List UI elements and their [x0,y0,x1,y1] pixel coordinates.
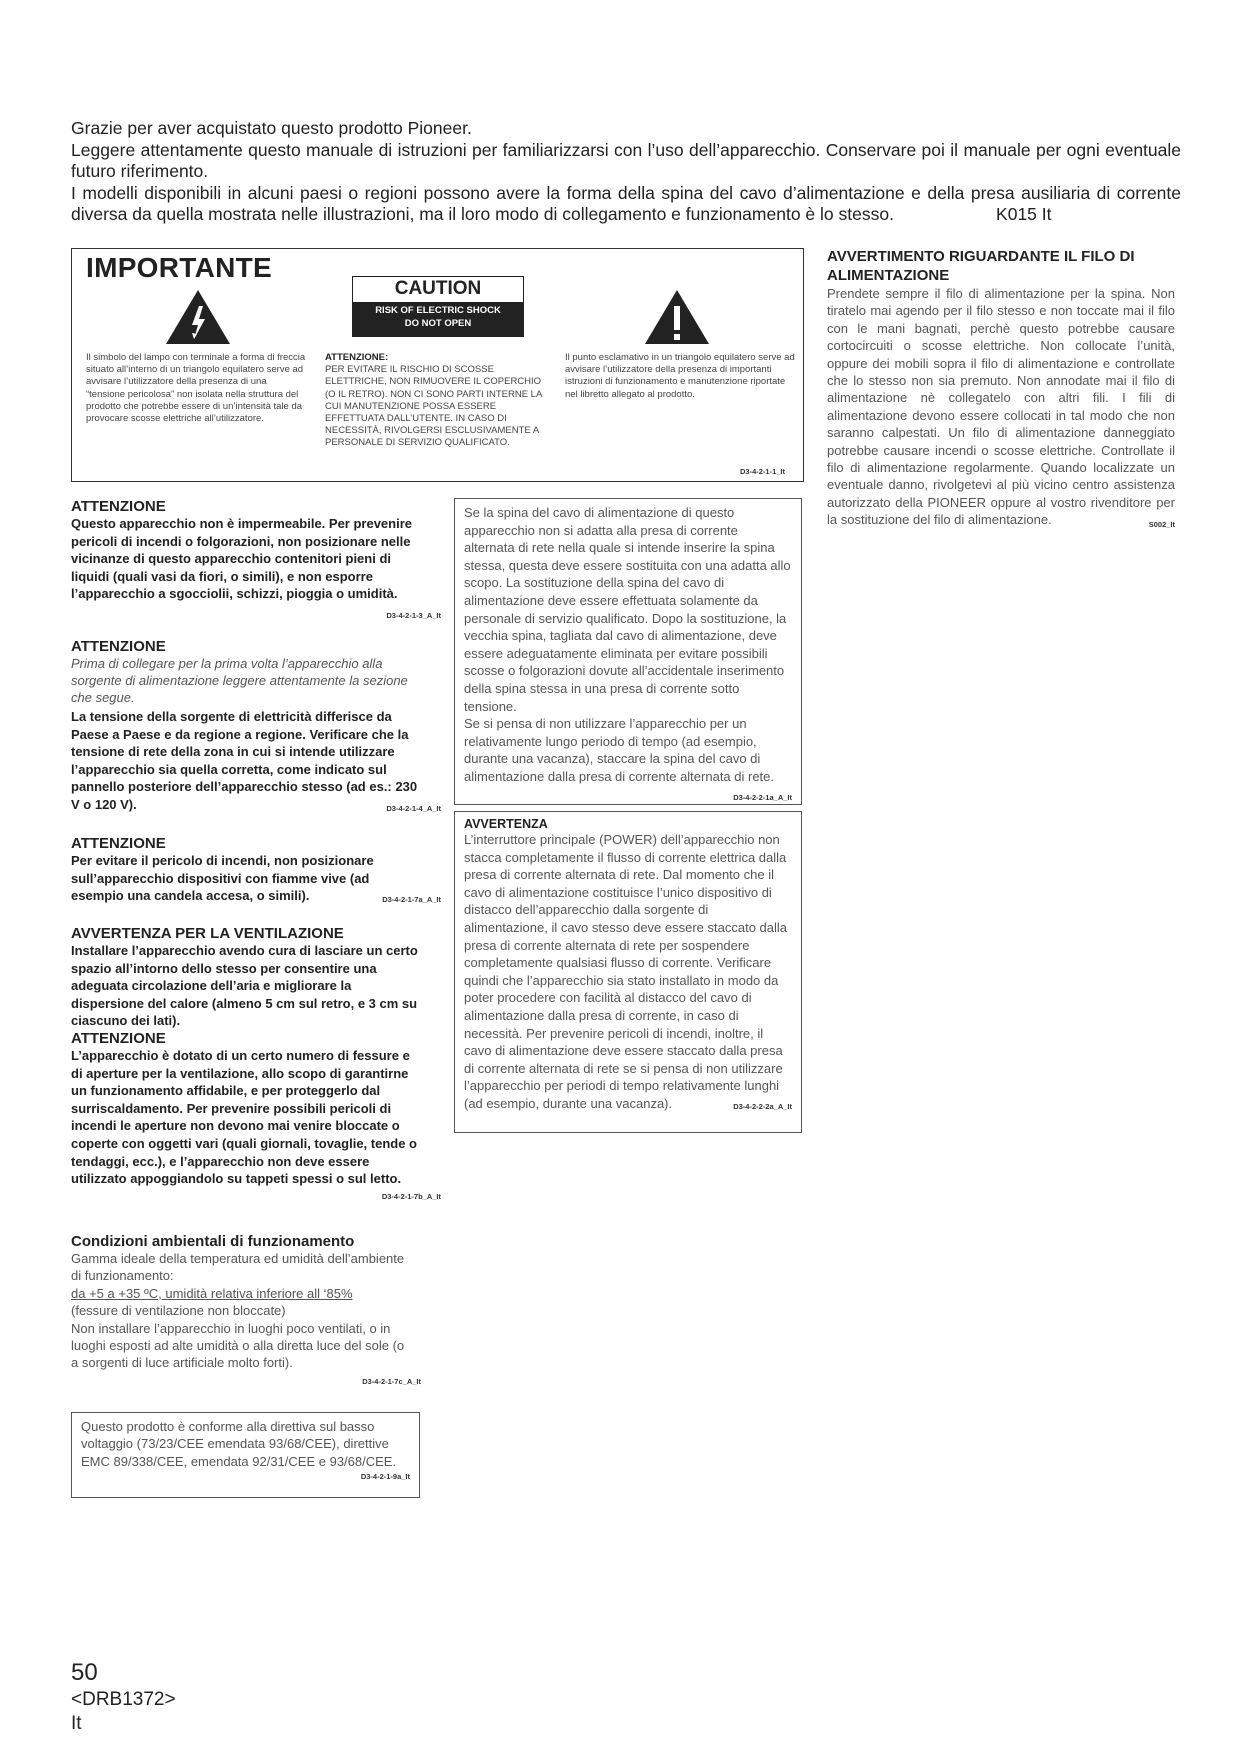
attenzione-2-italic: Prima di collegare per la prima volta l’apparecchio alla sorgente di alimentazione leggere attentamente la sezione che segue. [71,656,408,705]
power-cord-section [827,247,1175,534]
attenzione-1 [71,498,441,625]
plug-box [454,498,802,805]
plug-text-1: Se la spina del cavo di alimentazione di questo apparecchio non si adatta alla presa di corrente alternata di rete nella quale si intende inserire la spina stessa, questa deve essere sostituita con una adatta allo scopo. La sostituzione della spina del cavo di alimentazione deve essere effettuata solamente da personale di servizio qualificato. Dopo la sostituzione, la vecchia spina, tagliata dal cavo di alimentazione, deve essere adeguatamente eliminata per evitare possibili scosse o folgorazioni dovute all’accidentale inserimento della spina stessa in una presa di corrente sotto tensione. [464,505,791,714]
language-code: It [71,1713,82,1734]
ventilation-heading-2: ATTENZIONE [71,1029,166,1047]
attenzione-3-code: D3-4-2-1-7a_A_It [382,895,441,905]
importante-code: D3-4-2-1-1_It [740,467,786,476]
exclamation-warning-icon [644,289,710,345]
attenzione-3-heading: ATTENZIONE [71,835,166,852]
attenzione-2-code: D3-4-2-1-4_A_It [386,803,441,813]
ventilation-code: D3-4-2-1-7b_A_It [381,1191,441,1201]
lightning-symbol-text: Il simbolo del lampo con terminale a forma di freccia situato all’interno di un triangolo equilatero serve ad avvisare l’utilizzatore della presenza di una “tensione pericolosa” non isolata nella struttura del prodotto che potrebbe essere di un’intensità tale da provocare scosse elettriche all’utilizzatore. [86,352,306,425]
caution-band [353,302,523,336]
environment-line-3: Non installare l’apparecchio in luoghi poco ventilati, o in luoghi esposti ad alte umidità o alla diretta luce del sole (o a sorgenti di luce artificiale molto forti). [71,1320,405,1371]
environment-section [71,1233,421,1386]
conformity-text: Questo prodotto è conforme alla direttiva sul basso voltaggio (73/23/CEE emendata 93/68/CEE), direttive EMC 89/338/CEE, emendata 92/31/CEE e 93/68/CEE. [81,1419,397,1469]
lightning-warning-icon [165,289,231,345]
plug-text-2: Se si pensa di non utilizzare l’apparecchio per un relativamente lungo periodo di tempo (ad esempio, durante una vacanza), staccare la spina del cavo di alimentazione dalla presa di corrente alternata di rete. D3-4-2-2-1a_A_It [464,715,792,785]
ventilation-section [71,925,441,1201]
power-cord-text: Prendete sempre il filo di alimentazione per la spina. Non tiratelo mai agendo per il filo stesso e non toccate mai il filo con le mani bagnati, perchè questo potrebbe causare cortocircuiti o scosse elettriche. Non collocate l’unità, oppure dei mobili sopra il filo di alimentazione e controllate che lo stesso non sia premuto. Non annodate mai il filo di alimentazione nè collegatelo con altri fili. I fili di alimentazione devono essere collocati in tal modo che non saranno calpestati. Un filo di alimentazione danneggiato potrebbe causare incendi o scosse elettriche. Controllate il filo di alimentazione regolarmente. Quando localizzate un eventuale danno, rivolgetevi al più vicino centro assistenza autorizzato della PIONEER oppure al vostro rivenditore per la sostituzione del filo di alimentazione. S002_It [827,285,1175,529]
intro-models-note: I modelli disponibili in alcuni paesi o regioni possono avere la forma della spina del cavo d’alimentazione e della presa ausiliaria di corrente diversa da quella mostrata nelle illustrazioni, ma il loro modo di collegamento e funzionamento è lo stesso. K015 It [71,182,1181,224]
power-cord-code: S002_It [1148,520,1175,530]
ventilation-heading: AVVERTENZA PER LA VENTILAZIONE [71,925,344,942]
environment-line-1: Gamma ideale della temperatura ed umidità dell’ambiente di funzionamento: [71,1251,405,1284]
avvertenza-box [454,811,802,1133]
attenzione-1-text: Questo apparecchio non è impermeabile. Per prevenire pericoli di incendi o folgorazioni, non posizionare nelle vicinanze di questo apparecchio contenitori pieni di liquidi (quali vasi da fiori, o simili), e non esporre l’apparecchio a sgocciolii, schizzi, pioggia o umidità. D3-4-2-1-3_A_It [71,515,421,603]
attenzione-3 [71,835,441,909]
conformity-box [71,1412,420,1498]
avvertenza-text: L’interruttore principale (POWER) dell’apparecchio non stacca completamente il flusso di corrente elettrica dalla presa di corrente alternata di rete. Dal momento che il cavo di alimentazione costituisce l’unico dispositivo di distacco dell’apparecchio dalla sorgente di alimentazione, il cavo stesso deve essere staccato dalla presa di corrente alternata di rete per sospendere completamente qualsiasi flusso di corrente. Verificare quindi che l’apparecchio sia stato installato in modo da poter procedere con facilità al distacco del cavo di alimentazione dalla presa di corrente, in caso di necessità. Per prevenire pericoli di incendi, inoltre, il cavo di alimentazione deve essere staccato dalla presa di corrente alternata di rete se si pensa di non utilizzare l’apparecchio per periodi di tempo relativamente lunghi (ad esempio, durante una vacanza). D3-4-2-2-2a_A_It [464,831,792,1113]
environment-range: da +5 a +35 ºC, umidità relativa inferiore all ‘85% [71,1285,353,1301]
avvertenza-heading: AVVERTENZA [464,817,548,831]
attenzione-caution-text: PER EVITARE IL RISCHIO DI SCOSSE ELETTRICHE, NON RIMUOVERE IL COPERCHIO (O IL RETRO). NON CI SONO PARTI INTERNE LA CUI MANUTENZIONE POSSA ESSERE EFFETTUATA DALL’UTENTE. IN CASO DI NECESSITÀ, RIVOLGERSI ESCLUSIVAMENTE A PERSONALE DI SERVIZIO QUALIFICATO. [325,364,542,449]
attenzione-3-text: Per evitare il pericolo di incendi, non posizionare sull’apparecchio dispositivi con fiamme vive (ad esempio una candela accesa, o simili). D3-4-2-1-7a_A_It [71,852,421,905]
intro-thanks: Grazie per aver acquistato questo prodotto Pioneer. [71,118,472,138]
plug-code: D3-4-2-2-1a_A_It [733,792,792,802]
exclamation-symbol-text: Il punto esclamativo in un triangolo equilatero serve ad avvisare l’utilizzatore della presenza di importanti istruzioni di funzionamento e manutenzione riportate nel libretto allegato al prodotto. [565,352,795,400]
intro-read-manual: Leggere attentamente questo manuale di istruzioni per familiarizzarsi con l’uso dell’apparecchio. Conservare poi il manuale per ogni eventuale futuro riferimento. [71,139,1181,181]
importante-title: IMPORTANTE [86,252,273,283]
caution-word: CAUTION [394,278,482,299]
environment-line-2: (fessure di ventilazione non bloccate) [71,1303,286,1319]
ventilation-text-2: L’apparecchio è dotato di un certo numero di fessure e di aperture per la ventilazione, allo scopo di garantirne un funzionamento affidabile, e per proteggerlo dal surriscaldamento. Per prevenire possibili pericoli di incendi le aperture non devono mai venire bloccate o coperte con oggetti vari (quali giornali, tovaglie, tende o tendaggi, ecc.), e l’apparecchio non deve essere utilizzato appoggiandolo su tappeti spessi o sul letto. [71,1047,417,1187]
power-cord-heading: AVVERTIMENTO RIGUARDANTE IL FILO DI ALIMENTAZIONE [827,248,1135,284]
environment-code: D3-4-2-1-7c_A_It [362,1376,421,1386]
attenzione-1-code: D3-4-2-1-3_A_It [386,610,441,620]
ventilation-text: Installare l’apparecchio avendo cura di lasciare un certo spazio all’intorno dello stesso per consentire una adeguata circolazione dell’aria e migliorare la dispersione del calore (almeno 5 cm sul retro, e 3 cm su ciascuno dei lati). [71,943,418,1029]
caution-line-2: DO NOT OPEN [404,317,472,329]
conformity-code: D3-4-2-1-9a_It [360,1472,410,1482]
page-number: 50 [71,1659,98,1686]
intro-text [71,118,1181,226]
attenzione-2-text: La tensione della sorgente di elettricità differisce da Paese a Paese e da regione a regione. Verificare che la tensione di rete della zona in cui si intende utilizzare l’apparecchio sia quella corretta, come indicato sul pannello posteriore dell’apparecchio stesso (ad es.: 230 V o 120 V). D3-4-2-1-4_A_It [71,708,421,814]
attenzione-1-heading: ATTENZIONE [71,498,166,515]
environment-heading: Condizioni ambientali di funzionamento [71,1233,355,1250]
attenzione-2 [71,638,441,818]
attenzione-2-heading: ATTENZIONE [71,638,166,655]
model-code: <DRB1372> [71,1689,176,1710]
avvertenza-code: D3-4-2-2-2a_A_It [733,1101,792,1111]
caution-line-1: RISK OF ELECTRIC SHOCK [375,305,501,316]
attenzione-caution-block [325,352,545,450]
intro-code: K015 It [996,204,1052,224]
attenzione-caution-heading: ATTENZIONE: [325,352,389,363]
